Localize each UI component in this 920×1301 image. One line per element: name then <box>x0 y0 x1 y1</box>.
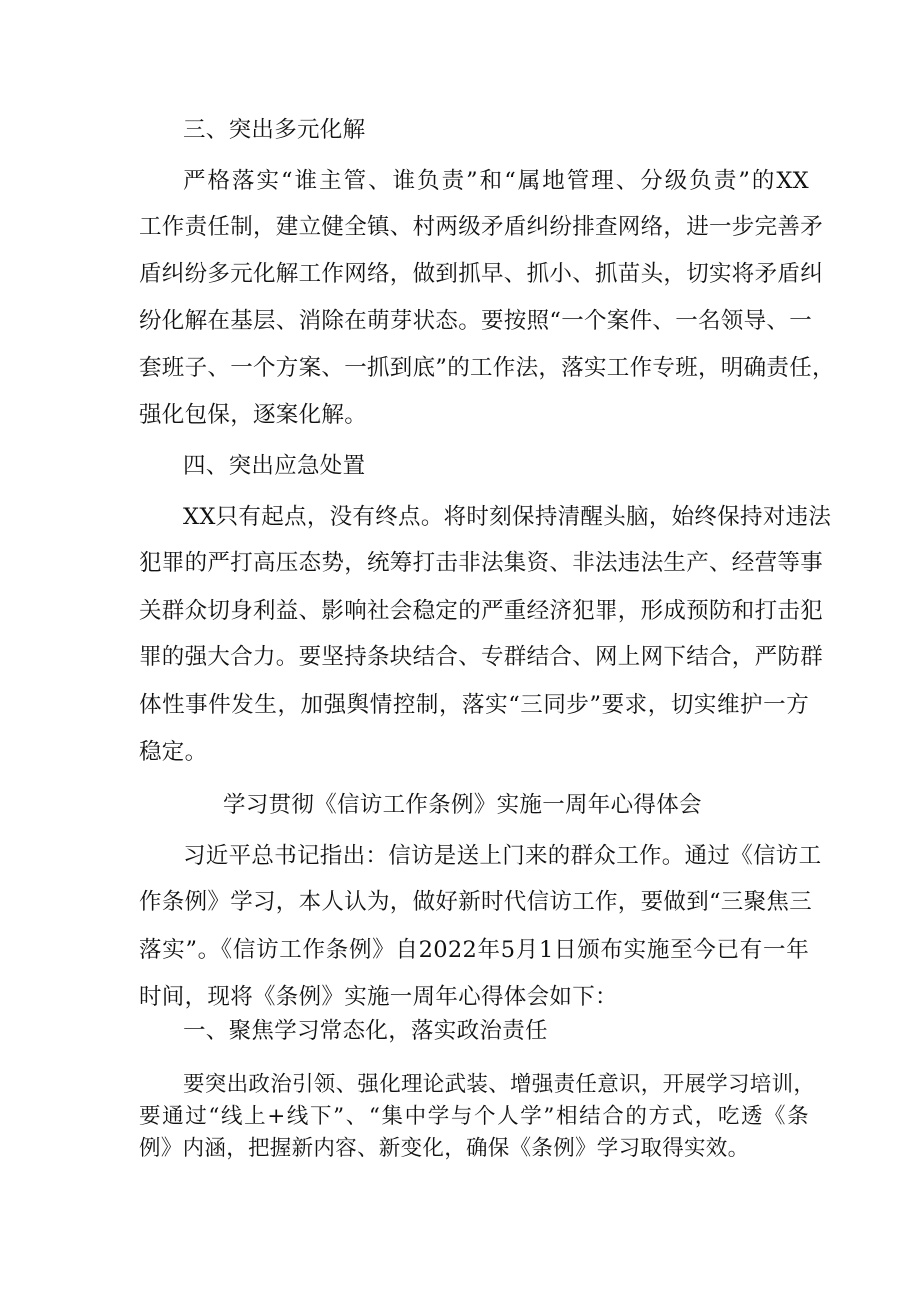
section-3-line-3: 盾纠纷多元化解工作网络，做到抓早、抓小、抓苗头，切实将矛盾纠 <box>139 261 824 287</box>
intro-line-3: 落实”。《信访工作条例》自2022年5月1日颁布实施至今已有一年 <box>139 937 809 963</box>
article-title: 学习贯彻《信访工作条例》实施一周年心得体会 <box>223 792 702 818</box>
point-1-line-1: 要突出政治引领、强化理论武装、增强责任意识，开展学习培训， <box>183 1072 816 1097</box>
intro-line-1: 习近平总书记指出：信访是送上门来的群众工作。通过《信访工 <box>183 843 822 869</box>
section-4-line-4: 罪的强大合力。要坚持条块结合、专群结合、网上网下结合，严防群 <box>139 644 824 670</box>
section-4-line-5: 体性事件发生，加强舆情控制，落实“三同步”要求，切实维护一方 <box>139 692 809 718</box>
section-4-line-1: XX只有起点，没有终点。将时刻保持清醒头脑，始终保持对违法 <box>183 504 832 530</box>
section-4-line-3: 关群众切身利益、影响社会稳定的严重经济犯罪，形成预防和打击犯 <box>139 598 824 624</box>
section-3-line-1: 严格落实“谁主管、谁负责”和“属地管理、分级负责”的XX <box>183 168 809 194</box>
point-1-line-2: 要通过“线上+线下”、“集中学与个人学”相结合的方式，吃透《条 <box>139 1104 809 1129</box>
section-4-heading: 四、突出应急处置 <box>183 453 366 479</box>
intro-line-4: 时间，现将《条例》实施一周年心得体会如下： <box>139 984 618 1010</box>
section-4-line-2: 犯罪的严打高压态势，统筹打击非法集资、非法违法生产、经营等事 <box>139 550 824 576</box>
section-3-line-4: 纷化解在基层、消除在萌芽状态。要按照“一个案件、一名领导、一 <box>139 308 813 334</box>
intro-line-2: 作条例》学习，本人认为，做好新时代信访工作，要做到“三聚焦三 <box>139 889 813 915</box>
section-3-line-5: 套班子、一个方案、一抓到底”的工作法，落实工作专班，明确责任， <box>139 355 835 381</box>
section-3-line-2: 工作责任制，建立健全镇、村两级矛盾纠纷排查网络，进一步完善矛 <box>139 214 824 240</box>
section-4-line-6: 稳定。 <box>139 739 208 765</box>
point-1-heading: 一、聚焦学习常态化，落实政治责任 <box>183 1018 548 1044</box>
section-3-heading: 三、突出多元化解 <box>183 117 366 143</box>
point-1-line-3: 例》内涵，把握新内容、新变化，确保《条例》学习取得实效。 <box>139 1136 750 1161</box>
section-3-line-6: 强化包保，逐案化解。 <box>139 402 368 428</box>
